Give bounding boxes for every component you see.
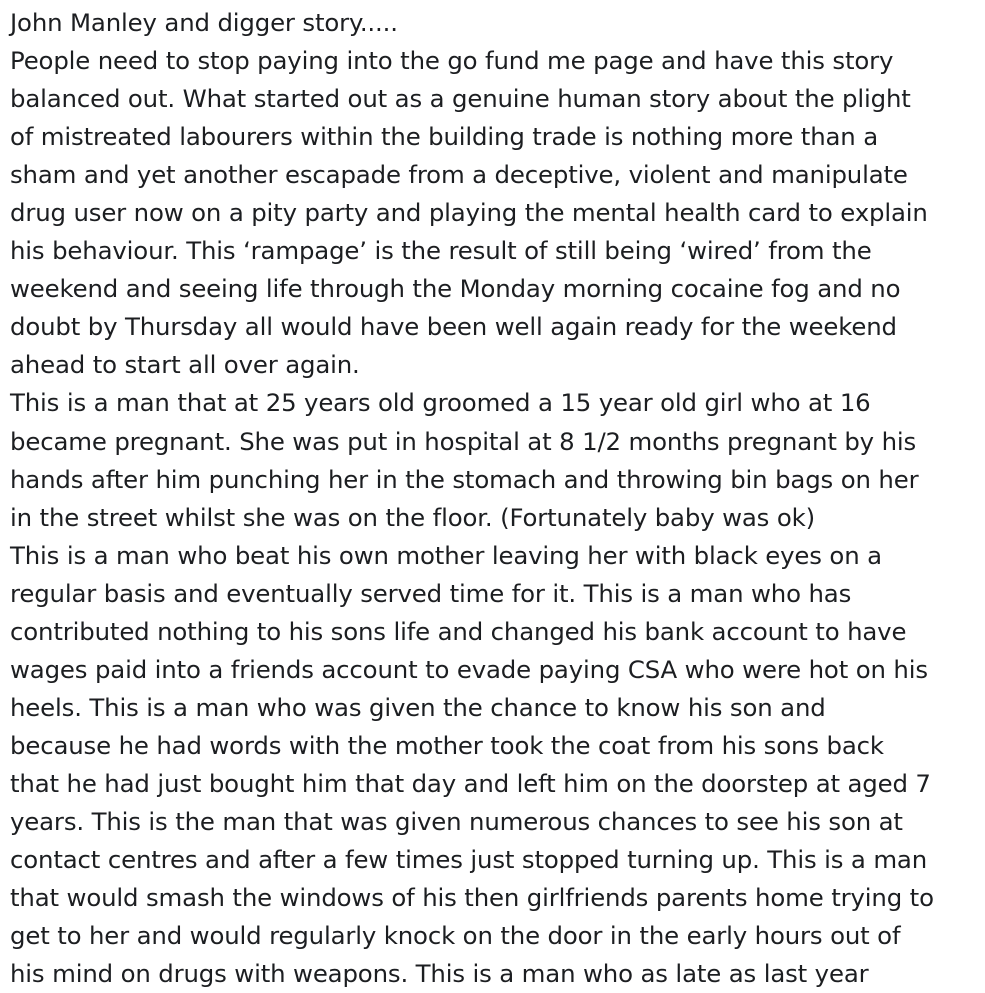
text-line: his mind on drugs with weapons. This is a man who as late as last year [10,959,869,989]
text-line: regular basis and eventually served time for it. This is a man who has [10,578,852,608]
text-line: weekend and seeing life through the Monday morning cocaine fog and no [10,274,901,304]
text-line: doubt by Thursday all would have been well again ready for the weekend [10,312,897,342]
text-line: hands after him punching her in the stomach and throwing bin bags on her [10,464,919,494]
text-line: of mistreated labourers within the building trade is nothing more than a [10,122,879,152]
text-line: ahead to start all over again. [10,350,360,380]
text-line: get to her and would regularly knock on the door in the early hours out of [10,921,901,951]
text-line: heels. This is a man who was given the chance to know his son and [10,692,826,722]
text-line: years. This is the man that was given numerous chances to see his son at [10,806,903,836]
text-line: balanced out. What started out as a genuine human story about the plight [10,84,911,114]
text-line: This is a man that at 25 years old groomed a 15 year old girl who at 16 [10,388,871,418]
text-line: drug user now on a pity party and playing the mental health card to explain [10,198,928,228]
text-line: became pregnant. She was put in hospital at 8 1/2 months pregnant by his [10,426,917,456]
post-text [10,4,985,993]
text-line: wages paid into a friends account to evade paying CSA who were hot on his [10,654,928,684]
text-line: sham and yet another escapade from a deceptive, violent and manipulate [10,160,908,190]
text-line: People need to stop paying into the go fund me page and have this story [10,46,894,76]
post-title: John Manley and digger story..... [10,8,398,37]
text-line: because he had words with the mother took the coat from his sons back [10,730,884,760]
text-line: his behaviour. This ‘rampage’ is the result of still being ‘wired’ from the [10,236,872,266]
text-line: contributed nothing to his sons life and changed his bank account to have [10,616,907,646]
text-line: This is a man who beat his own mother leaving her with black eyes on a [10,540,882,570]
text-line: contact centres and after a few times just stopped turning up. This is a man [10,845,928,875]
text-line: that would smash the windows of his then girlfriends parents home trying to [10,883,934,913]
text-line: in the street whilst she was on the floor. (Fortunately baby was ok) [10,502,815,532]
text-line: that he had just bought him that day and left him on the doorstep at aged 7 [10,768,931,798]
